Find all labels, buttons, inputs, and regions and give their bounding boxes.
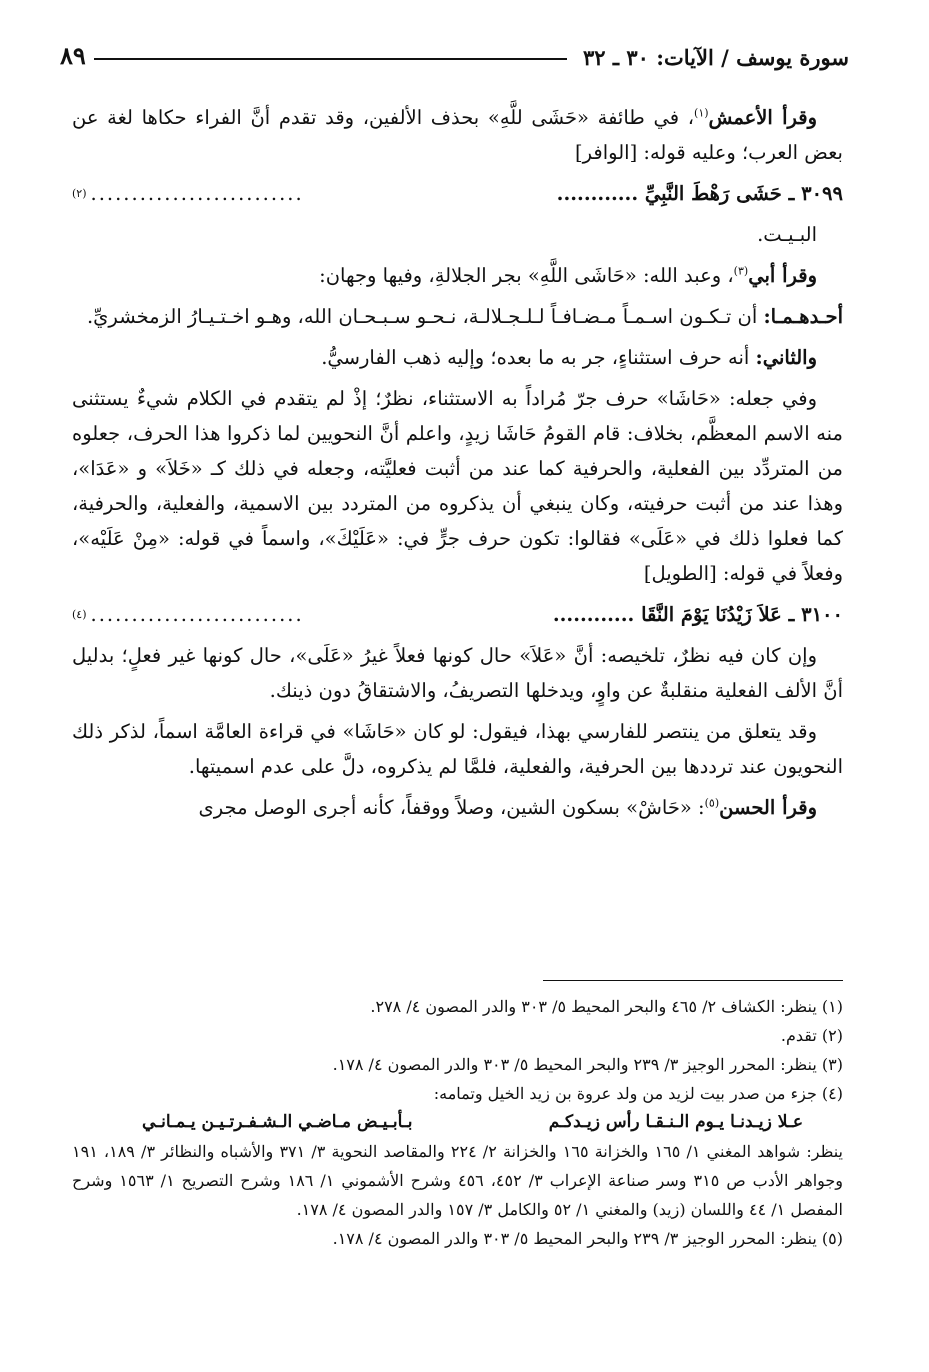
paragraph-7: وقد يتعلق من ينتصر للفارسي بهذا، فيقول: لو كان «حَاشَا» في قراءة العامَّة اسماً، لذكر ذلك النحويون عند ترددها بين الحرفية، والفعلية، فلمَّا لم يذكروه، دلَّ على عدم اسميتها. (72, 720, 843, 778)
reader-name: وقرأ الأعمش (708, 106, 818, 129)
paragraph-5: وفي جعله: «حَاشَا» حرف جرّ مُراداً به الاستثناء، نظرٌ؛ إذْ لم يتقدم في الكلام شيءٌ يستثنى منه الاسم المعظَّم، بخلاف: قام القومُ حَاشَا زيدٍ، واعلم أنَّ النحويين لما ذكروا هذا الحرف، جعلوه من المتردِّد بين الفعلية، والحرفية كما عند من أثبت فعليَّته، وجعله في ذلك كـ «خَلاَ» و «عَدَا»، وهذا عند من أثبت حرفيته، وكان ينبغي أن يذكروه من المتردد بين الاسمية، والفعلية، والحرفية، كما فعلوا ذلك في «عَلَى» فقالوا: تكون حرف جرٍّ في: «عَلَيْكَ»، واسماً في قوله: «مِنْ عَلَيْه»، وفعلاً في قوله: [الطويل] (72, 387, 843, 585)
paragraph-text: أنه حرف استثناءٍ، جر به ما بعده؛ وإليه ذهب الفارسيُّ. (321, 346, 756, 369)
footnote-4-verse (72, 1108, 843, 1137)
main-text (72, 100, 843, 831)
footnote-mark: (٤) (72, 608, 87, 621)
reader-name: وقرأ الحسن (719, 796, 817, 819)
verse-3099 (72, 176, 843, 211)
footnote-3: (٣) ينظر: المحرر الوجيز ٣/ ٢٣٩ والبحر المحيط ٥/ ٣٠٣ والدر المصون ٤/ ١٧٨. (332, 1055, 843, 1074)
footnote-2: (٢) تقدم. (780, 1026, 843, 1045)
verse-hemistich-2: بـأبـيـض مـاضـي الـشـفـرتـيـن يـمـانـي (142, 1112, 413, 1132)
footnote-5: (٥) ينظر: المحرر الوجيز ٣/ ٢٣٩ والبحر المحيط ٥/ ٣٠٣ والدر المصون ٤/ ١٧٨. (332, 1229, 843, 1248)
verse-hemistich-1: عـلا زيـدنـا يـوم الـنـقـا رأس زيـدكـم (548, 1112, 803, 1132)
paragraph-text: ، في طائفة «حَشَى للَّهِ» بحذف الألفين، وقد تقدم أنَّ الفراء حكاها لغة عن بعض العرب؛ وعليه قوله: [الوافر] (72, 106, 843, 164)
verse-rest: البـيـت. (757, 223, 817, 246)
footnote-1: (١) ينظر: الكشاف ٢/ ٤٦٥ والبحر المحيط ٥/ ٣٠٣ والدر المصون ٤/ ٢٧٨. (370, 997, 843, 1016)
footnote-4-refs: ينظر: شواهد المغني ١/ ١٦٥ والخزانة ١٦٥ والخزانة ٢/ ٢٢٤ والمقاصد النحوية ٣/ ٣٧١ والأشباه والنظائر ٣/ ١٨٩، ١٩١ وجواهر الأدب ص ٣١٥ وسر صناعة الإعراب ٣/ ٤٥٢، ٤٥٦ وشرح الأشموني ١/ ١٨٦ وشرح التصريح ١/ ١٥٦٣ وشرح المفصل ١/ ٤٤ واللسان (زيد) والمغني ١/ ٥٢ والكامل ٣/ ١٥٧ والدر المصون ٤/ ١٧٨. (72, 1142, 844, 1219)
paragraph-text: ، وعبد الله: «حَاشَى اللَّهِ» بجر الجلالةِ، وفيها وجهان: (319, 264, 734, 287)
page-number: ٨٩ (60, 41, 86, 70)
point-label: والثاني: (755, 346, 817, 369)
running-title: سورة يوسف / الآيات: ٣٠ ـ ٣٢ (582, 45, 849, 70)
verse-dots: .......................... (90, 603, 304, 626)
footnotes (72, 992, 843, 1253)
verse-text: ٣١٠٠ ـ عَلاَ زَيْدُنَا يَوْمَ النَّقَا ............ (552, 603, 843, 626)
paragraph-6: وإن كان فيه نظرٌ، تلخيصه: أنَّ «عَلاَ» حال كونها فعلاً غيرُ «عَلَى»، حال كونها غير فعلٍ؛ بدليل أنَّ الألف الفعلية منقلبةٌ عن واوٍ، ويدخلها التصريفُ، والاشتقاقُ دون ذينك. (72, 644, 843, 702)
verse-text: ٣٠٩٩ ـ حَشَى رَهْطَ النَّبِيِّ ............ (556, 182, 843, 205)
verse-3100 (72, 597, 843, 632)
paragraph-2 (72, 258, 843, 293)
footnote-separator (543, 980, 843, 981)
paragraph-text: أن تـكـون اسـمـاً مـضـافـاً لـلـجـلالـة، نـحـو سـبـحـان الله، وهـو اخـتـيـارُ الزمخشريِّ. (86, 305, 764, 328)
paragraph-1 (72, 100, 843, 170)
page-header (60, 30, 849, 70)
reader-name: وقرأ أبي (748, 264, 817, 287)
paragraph-text: : «حَاشْ» بسكون الشين، وصلاً ووقفاً، كأنه أجرى الوصل مجرى (198, 796, 705, 819)
paragraph-3 (72, 299, 843, 334)
paragraph-4 (72, 340, 843, 375)
footnote-mark: (١) (694, 106, 709, 120)
footnote-mark: (٥) (704, 796, 720, 810)
footnote-4-intro: (٤) جزء من صدر بيت لزيد من ولد عروة بن زيد الخيل وتمامه: (433, 1084, 843, 1103)
paragraph-8 (72, 790, 843, 825)
footnote-mark: (٣) (733, 264, 749, 278)
footnote-mark: (٢) (72, 187, 87, 200)
verse-dots: .......................... (90, 182, 304, 205)
header-rule (94, 58, 567, 60)
point-label: أحـدهـمـا: (763, 305, 843, 328)
